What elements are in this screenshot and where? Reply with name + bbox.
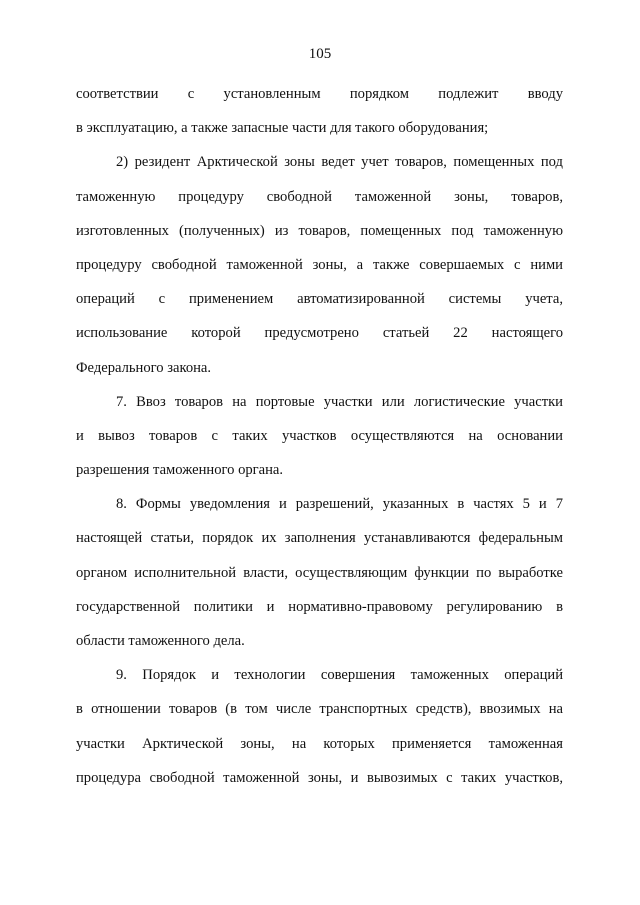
text-line: настоящей статьи, порядок их заполнения устанавливаются федеральным — [76, 530, 563, 547]
page-number: 105 — [308, 46, 332, 62]
text-line: 2) резидент Арктической зоны ведет учет товаров, помещенных под — [116, 154, 563, 171]
text-line: области таможенного дела. — [76, 633, 245, 649]
text-line: 9. Порядок и технологии совершения таможенных операций — [116, 667, 563, 684]
text-line: изготовленных (полученных) из товаров, помещенных под таможенную — [76, 222, 563, 239]
text-line: Федерального закона. — [76, 359, 212, 376]
text-line: разрешения таможенного органа. — [76, 462, 284, 479]
text-line: использование которой предусмотрено статьей 22 настоящего — [76, 325, 563, 342]
paragraph-part-9 — [76, 667, 563, 804]
text-line: в эксплуатацию, а также запасные части для такого оборудования; — [76, 120, 489, 137]
text-line: соответствии с установленным порядком подлежит вводу — [76, 86, 563, 102]
paragraph-continuation — [76, 86, 563, 154]
paragraph-item-2 — [76, 154, 563, 393]
text-line: участки Арктической зоны, на которых применяется таможенная — [76, 735, 563, 752]
text-line: операций с применением автоматизированной системы учета, — [76, 291, 563, 308]
text-line: 7. Ввоз товаров на портовые участки или логистические участки — [116, 393, 563, 410]
text-line: органом исполнительной власти, осуществляющим функции по выработке — [76, 564, 563, 581]
text-line: 8. Формы уведомления и разрешений, указанных в частях 5 и 7 — [116, 496, 563, 513]
text-line: таможенную процедуру свободной таможенной зоны, товаров, — [76, 188, 563, 205]
text-line: в отношении товаров (в том числе транспортных средств), ввозимых на — [76, 701, 563, 718]
paragraph-part-8 — [76, 496, 563, 667]
document-body — [76, 86, 563, 804]
paragraph-part-7 — [76, 394, 563, 497]
text-line: государственной политики и нормативно-правовому регулированию в — [76, 598, 563, 615]
text-line: процедуру свободной таможенной зоны, а также совершаемых с ними — [76, 256, 563, 273]
text-line: процедура свободной таможенной зоны, и вывозимых с таких участков, — [76, 769, 563, 786]
text-line: и вывоз товаров с таких участков осуществляются на основании — [76, 427, 563, 444]
